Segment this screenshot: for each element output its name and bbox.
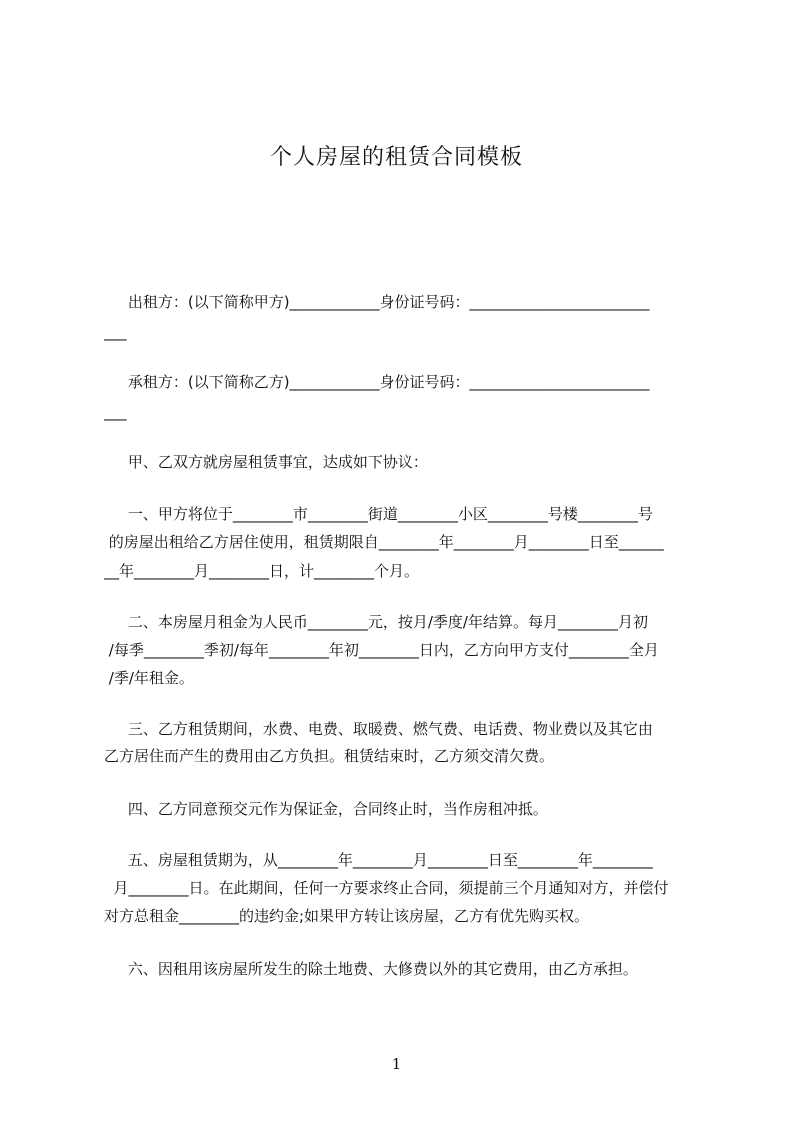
clause-4: 四、乙方同意预交元作为保证金，合同终止时，当作房租冲抵。 xyxy=(104,800,548,818)
clause-1-line-1: 一、甲方将位于________市________街道________小区________号楼________号 xyxy=(104,505,653,523)
lessee-line-continued: ___ xyxy=(104,403,127,421)
clause-6: 六、因租用该房屋所发生的除土地费、大修费以外的其它费用，由乙方承担。 xyxy=(104,960,638,978)
clause-1-line-3: __年________月________日，计________个月。 xyxy=(104,562,420,580)
lessor-line-continued: ___ xyxy=(104,323,127,341)
clause-2-line-2: /每季________季初/每年________年初________日内，乙方向甲方支付________全月 xyxy=(104,641,659,659)
clause-5-line-1: 五、房屋租赁期为，从________年________月________日至________年________ xyxy=(104,851,653,869)
lessee-line: 承租方：(以下简称乙方)____________身份证号码：________________________ xyxy=(104,373,650,391)
lessor-line: 出租方：(以下简称甲方)____________身份证号码：________________________ xyxy=(104,293,650,311)
clause-3-line-2: 乙方居住而产生的费用由乙方负担。租赁结束时，乙方须交清欠费。 xyxy=(104,747,555,765)
page-number: 1 xyxy=(391,1055,402,1073)
clause-2-line-1: 二、本房屋月租金为人民币________元，按月/季度/年结算。每月________月初 xyxy=(104,613,648,631)
agreement-intro: 甲、乙双方就房屋租赁事宜，达成如下协议： xyxy=(104,453,428,471)
clause-5-line-3: 对方总租金________的违约金;如果甲方转让该房屋，乙方有优先购买权。 xyxy=(104,907,590,925)
clause-2-line-3: /季/年租金。 xyxy=(104,669,194,687)
clause-5-line-2: 月________日。在此期间，任何一方要求终止合同，须提前三个月通知对方，并偿付 xyxy=(104,879,669,897)
clause-1-line-2: 的房屋出租给乙方居住使用，租赁期限自________年________月________日至______ xyxy=(104,533,664,551)
clause-3-line-1: 三、乙方租赁期间，水费、电费、取暖费、燃气费、电话费、物业费以及其它由 xyxy=(104,720,653,738)
page-title: 个人房屋的租赁合同模板 xyxy=(269,145,523,170)
